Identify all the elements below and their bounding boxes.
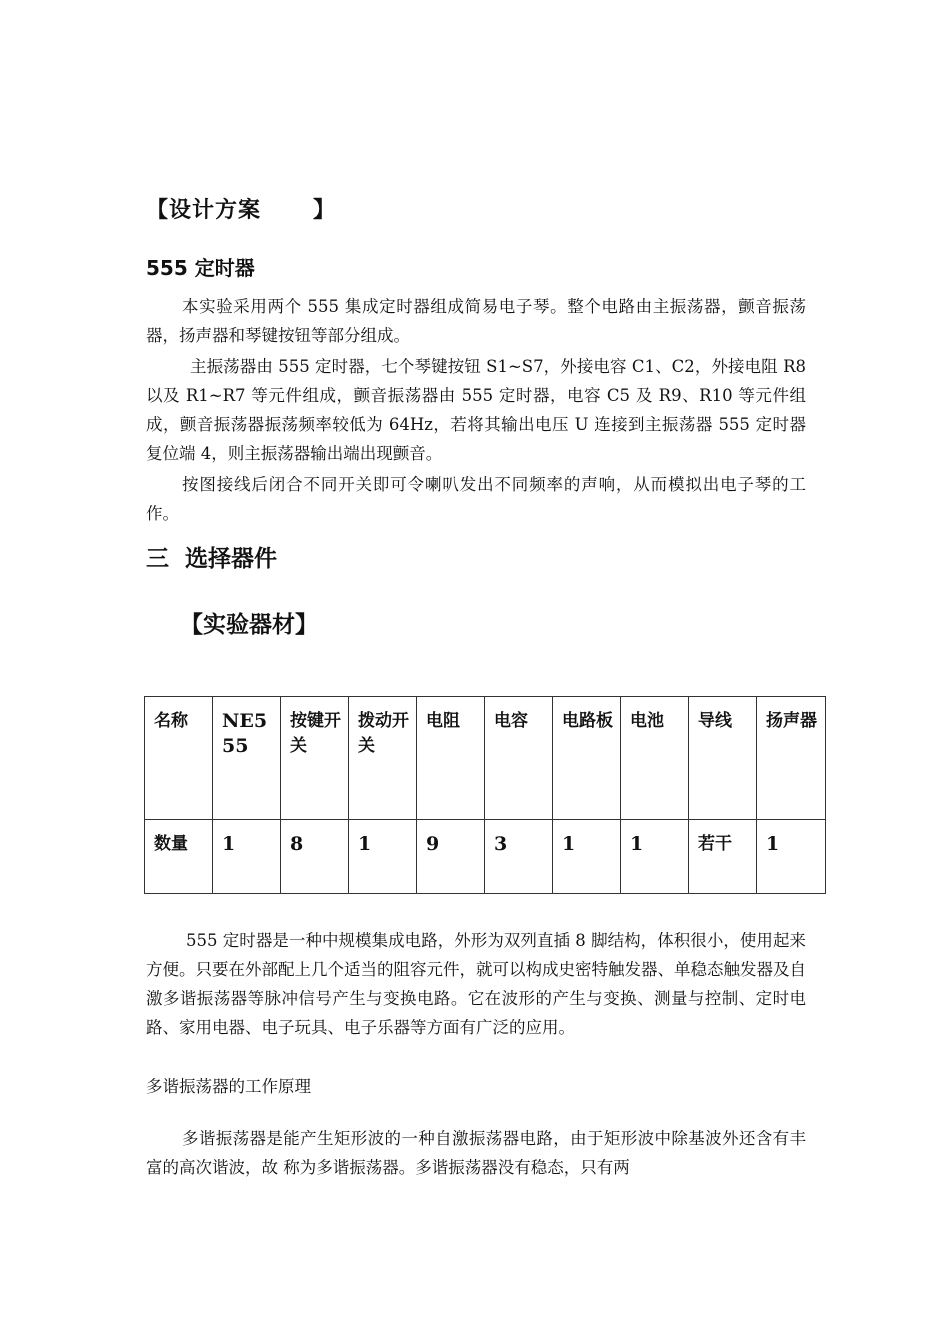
main-oscillator-paragraph: 主振荡器由 555 定时器，七个琴键按钮 S1~S7，外接电容 C1、C2，外接电阻 R8 以及 R1~R7 等元件组成，颤音振荡器由 555 定时器，电容 C5 及 R9、R10 等元件组成，颤音振荡器振荡频率较低为 64Hz，若将其输出电压 U 连接到主振荡器 555 定时器复位端 4，则主振荡器输出端出现颤音。 — [146, 357, 806, 463]
table-cell: 名称 — [145, 697, 213, 820]
table-cell: 1 — [621, 820, 689, 894]
table-cell: 若干 — [689, 820, 757, 894]
table-cell: 电阻 — [417, 697, 485, 820]
table-cell: 1 — [757, 820, 826, 894]
table-row — [145, 697, 826, 820]
table-cell: 按键开关 — [281, 697, 349, 820]
table-cell: 电容 — [485, 697, 553, 820]
table-cell: 9 — [417, 820, 485, 894]
table-cell: 1 — [349, 820, 417, 894]
table-cell: 扬声器 — [757, 697, 826, 820]
table-cell: 电路板 — [553, 697, 621, 820]
table-cell: 3 — [485, 820, 553, 894]
equipment-table — [144, 696, 826, 894]
table-cell: 8 — [281, 820, 349, 894]
table-cell: 1 — [553, 820, 621, 894]
table-cell: 1 — [213, 820, 281, 894]
section-select-components: 三 选择器件 — [146, 546, 278, 572]
timer-555-heading: 555 定时器 — [146, 256, 255, 280]
intro-paragraph: 本实验采用两个 555 集成定时器组成简易电子琴。整个电路由主振荡器，颤音振荡器，扬声器和琴键按钮等部分组成。 — [146, 297, 806, 345]
timer-description-paragraph: 555 定时器是一种中规模集成电路，外形为双列直插 8 脚结构，体积很小，使用起来方便。只要在外部配上几个适当的阻容元件，就可以构成史密特触发器、单稳态触发器及自激多谐振荡器等脉冲信号产生与变换电路。它在波形的产生与变换、测量与控制、定时电路、家用电器、电子玩具、电子乐器等方面有广泛的应用。 — [146, 931, 806, 1037]
wiring-paragraph: 按图接线后闭合不同开关即可令喇叭发出不同频率的声响，从而模拟出电子琴的工作。 — [146, 475, 806, 523]
table-cell: NE555 — [213, 697, 281, 820]
multivibrator-subheading: 多谐振荡器的工作原理 — [146, 1077, 311, 1096]
table-cell: 数量 — [145, 820, 213, 894]
equipment-heading: 【实验器材】 — [180, 612, 318, 638]
multivibrator-paragraph: 多谐振荡器是能产生矩形波的一种自激振荡器电路，由于矩形波中除基波外还含有丰富的高次谐波，故 称为多谐振荡器。多谐振荡器没有稳态，只有两 — [146, 1129, 806, 1177]
table-cell: 拨动开关 — [349, 697, 417, 820]
table-cell: 电池 — [621, 697, 689, 820]
table-cell: 导线 — [689, 697, 757, 820]
table-row — [145, 820, 826, 894]
design-scheme-heading: 【设计方案 】 — [146, 198, 336, 223]
